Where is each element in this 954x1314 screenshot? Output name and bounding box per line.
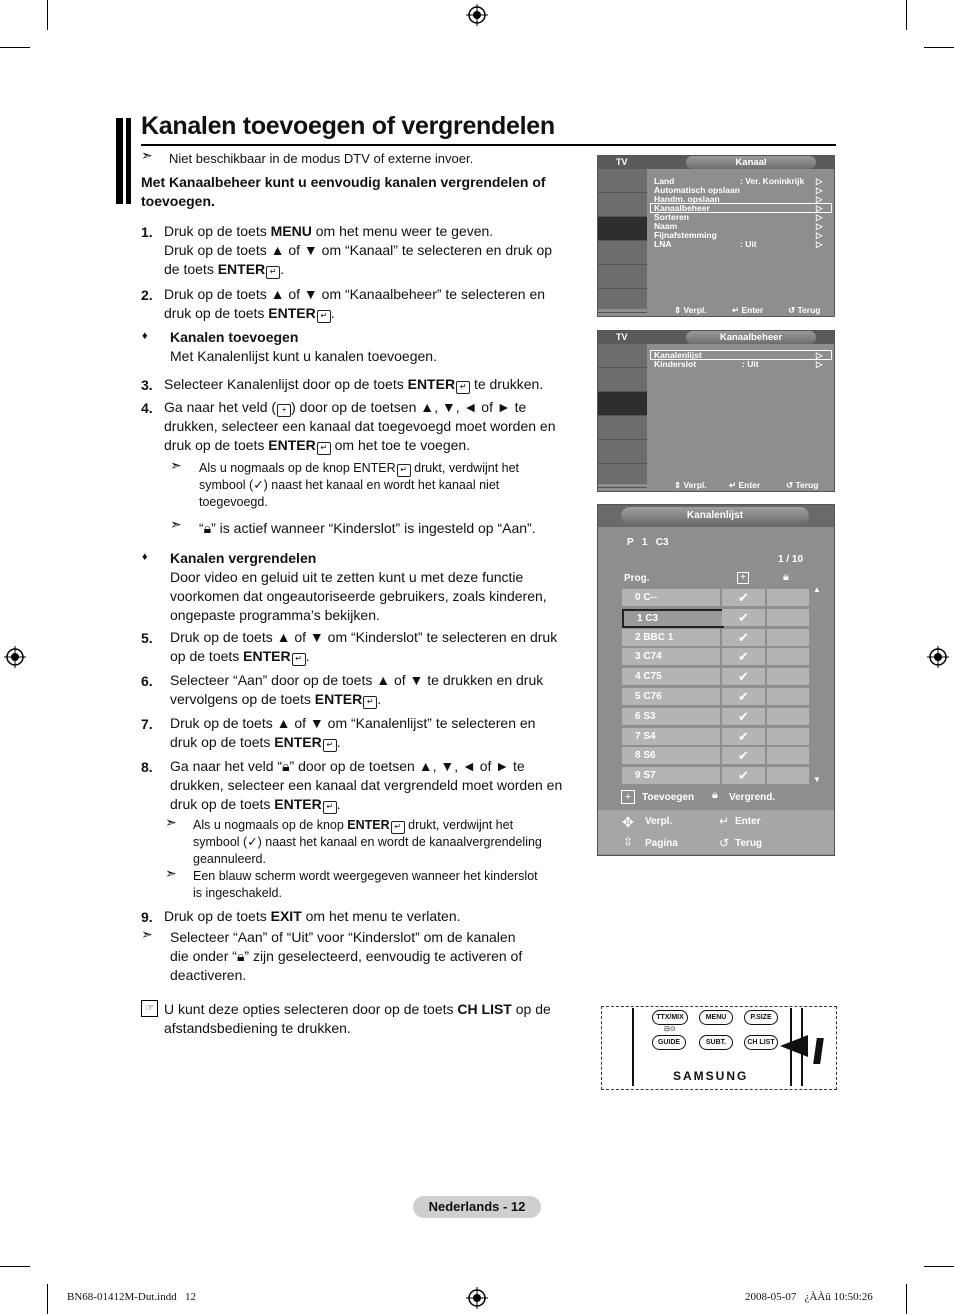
- enter-icon: ↵: [397, 464, 411, 477]
- menu-item[interactable]: Kinderslot: [654, 359, 697, 369]
- arrow-right-icon: ▷ ▷ ▷ ▷ ▷ ▷ ▷ ▷: [816, 176, 823, 249]
- step-6: Selecteer “Aan” door op de toets ▲ of ▼ te drukken en druk vervolgens op de toets ENTER ↵ .: [170, 672, 544, 707]
- channel-row[interactable]: 9 S7: [622, 767, 720, 784]
- lock-cell[interactable]: [767, 589, 809, 606]
- chlist-title: Kanalenlijst: [621, 507, 809, 525]
- add-icon: +: [277, 404, 291, 417]
- lock-cell[interactable]: [767, 708, 809, 725]
- check-icon[interactable]: ✔: [722, 629, 765, 646]
- note-8b: Een blauw scherm wordt weergegeven wanneer het kinderslot is ingeschakeld.: [193, 869, 538, 900]
- note-top: Niet beschikbaar in de modus DTV of externe invoer.: [169, 151, 474, 166]
- tip-icon: ☞: [141, 1000, 158, 1017]
- dual-icon: ⊟⊙: [664, 1026, 676, 1033]
- lock-icon: 🔒︎: [783, 571, 789, 583]
- channel-row[interactable]: 0 C--: [622, 589, 720, 606]
- menu-item[interactable]: Land: [654, 176, 675, 186]
- p-size-button[interactable]: P.SIZE: [744, 1010, 778, 1025]
- menu-sidebar: [598, 169, 647, 309]
- guide-button[interactable]: GUIDE: [652, 1035, 686, 1050]
- lock-cell[interactable]: [767, 767, 809, 784]
- lock-cell[interactable]: [767, 609, 809, 626]
- note-9: Selecteer “Aan” of “Uit” voor “Kinderslot” om de kanalen die onder “🔒︎” zijn geselecteerd, eenvoudig te activeren of deactiveren.: [170, 929, 523, 983]
- step-number: 4.: [141, 400, 153, 416]
- channel-row[interactable]: 7 S4: [622, 728, 720, 745]
- footer-enter: ↵ Enter: [732, 305, 764, 315]
- title-rule: [141, 144, 836, 146]
- enter-icon: ↵: [266, 266, 280, 279]
- step-number: 6.: [141, 673, 153, 689]
- footer-back: ↺ Terug: [786, 480, 819, 490]
- enter-icon: ↵: [363, 696, 377, 709]
- channel-icon[interactable]: [598, 392, 647, 416]
- note-arrow-icon: ➣: [170, 516, 182, 532]
- pointer-arrow-icon: [780, 1035, 808, 1057]
- check-icon[interactable]: ✔: [722, 688, 765, 705]
- print-file-info: BN68-01412M-Dut.indd 12: [67, 1291, 196, 1303]
- enter-icon: ↵: [292, 653, 306, 666]
- step-5: Druk op de toets ▲ of ▼ om “Kinderslot” te selecteren en druk op de toets ENTER ↵ .: [170, 629, 558, 664]
- check-icon: ✓: [253, 478, 264, 492]
- enter-icon: ↵: [391, 821, 405, 834]
- ch-list-button[interactable]: CH LIST: [744, 1035, 778, 1050]
- menu-item[interactable]: Kanalenlijst: [654, 350, 702, 360]
- step-2: Druk op de toets ▲ of ▼ om “Kanaalbeheer” te selecteren en druk op de toets ENTER ↵ .: [164, 286, 546, 321]
- menu-sidebar: [598, 344, 647, 484]
- lock-icon: 🔒︎: [282, 758, 290, 774]
- tv-menu-kanaalbeheer: TV Kanaalbeheer Kanalenlijst Kinderslot : Uit ▷ ▷ ⇕ Verpl. ↵ Enter ↺ Terug: [597, 330, 835, 492]
- step-4: Ga naar het veld ( + ) door op de toetsen ▲, ▼, ◄ of ► te drukken, selecteer een kanaal dat toegevoegd moet worden en druk op de toets ENTER ↵ om het toe te voegen.: [164, 399, 556, 453]
- lock-cell[interactable]: [767, 629, 809, 646]
- lock-cell[interactable]: [767, 728, 809, 745]
- chlist-add-label: Toevoegen: [642, 792, 695, 803]
- note-4b: “🔒︎” is actief wanneer “Kinderslot” is ingesteld op “Aan”.: [199, 520, 536, 536]
- bullet-lock: Kanalen vergrendelen Door video en geluid uit te zetten kunt u met deze functie voorkomen dat ongeautoriseerde gebruikers, zoals kinderen, ongepaste programma’s bekijken.: [170, 550, 547, 623]
- registration-mark-right: [927, 646, 949, 668]
- menu-item[interactable]: Kanaalbeheer: [654, 203, 710, 213]
- check-icon[interactable]: ✔: [722, 728, 765, 745]
- step-number: 8.: [141, 759, 153, 775]
- picture-icon: [598, 169, 647, 193]
- menu-item[interactable]: Fijnafstemming: [654, 230, 717, 240]
- enter-icon: ↵: [323, 739, 337, 752]
- remote-edge: [632, 1008, 634, 1086]
- channel-row[interactable]: 8 S6: [622, 747, 720, 764]
- note-arrow-icon: ➣: [170, 457, 182, 473]
- brand-logo: SAMSUNG: [673, 1069, 749, 1083]
- footer-enter: Enter: [735, 816, 761, 827]
- registration-mark-left: [4, 646, 26, 668]
- menu-item[interactable]: Naam: [654, 221, 678, 231]
- scroll-down-icon[interactable]: ▼: [813, 775, 821, 784]
- note-arrow-icon: ➣: [141, 926, 153, 942]
- print-date-info: 2008-05-07 ¿ÀÀü 10:50:26: [745, 1291, 873, 1303]
- note-8a: Als u nogmaals op de knop ENTER ↵ drukt, verdwijnt het symbool (✓) naast het kanaal en wordt de kanaalvergrendeling geannuleerd.: [193, 818, 542, 866]
- channel-row[interactable]: 4 C75: [622, 668, 720, 685]
- step-9: Druk op de toets EXIT om het menu te verlaten.: [164, 908, 461, 924]
- menu-item[interactable]: Automatisch opslaan: [654, 185, 740, 195]
- step-number: 2.: [141, 287, 153, 303]
- bullet-add: Kanalen toevoegen Met Kanalenlijst kunt u kanalen toevoegen.: [170, 329, 437, 364]
- chlist-current: P 1 C3: [627, 537, 669, 548]
- menu-item[interactable]: LNA: [654, 239, 672, 249]
- step-number: 7.: [141, 716, 153, 732]
- check-icon[interactable]: ✔: [722, 747, 765, 764]
- chlist-page: 1 / 10: [778, 554, 804, 565]
- check-icon[interactable]: ✔: [722, 708, 765, 725]
- input-icon: [598, 265, 647, 289]
- subt-button[interactable]: SUBT.: [699, 1035, 733, 1050]
- title-bar: [116, 118, 123, 204]
- setup-icon: [598, 241, 647, 265]
- enter-icon: ↵: [323, 801, 337, 814]
- tip: U kunt deze opties selecteren door op de toets CH LIST op de afstandsbediening te drukken.: [164, 1001, 551, 1036]
- check-icon[interactable]: ✔: [722, 609, 765, 626]
- sound-icon: [598, 368, 647, 392]
- picture-icon: [598, 344, 647, 368]
- check-icon[interactable]: ✔: [722, 668, 765, 685]
- lock-icon: 🔒︎: [236, 948, 245, 964]
- channel-row[interactable]: 5 C76: [622, 688, 720, 705]
- footer-page: Pagina: [645, 838, 678, 849]
- intro: Met Kanaalbeheer kunt u eenvoudig kanalen vergrendelen of toevoegen.: [141, 174, 546, 209]
- menu-item-value: : Uit: [740, 239, 757, 249]
- enter-icon: ↵: [456, 381, 470, 394]
- enter-icon: ↵: [317, 442, 331, 455]
- footer-move: Verpl.: [645, 816, 673, 827]
- ttx-mix-button[interactable]: TTX/MIX: [652, 1010, 688, 1025]
- menu-item[interactable]: Sorteren: [654, 212, 689, 222]
- input-icon: [598, 440, 647, 464]
- title-bar: [126, 118, 131, 204]
- lock-icon: 🔒︎: [712, 789, 718, 801]
- page-number-badge: Nederlands - 12: [413, 1196, 541, 1218]
- note-arrow-icon: ➣: [165, 865, 177, 881]
- registration-mark-bottom: [466, 1287, 488, 1309]
- move-icon: ✥: [622, 814, 634, 830]
- channel-row[interactable]: 3 C74: [622, 648, 720, 665]
- footer-move: ⇕ Verpl.: [674, 305, 707, 315]
- bullet-icon: ♦: [142, 551, 148, 563]
- menu-item[interactable]: Handm. opslaan: [654, 194, 720, 204]
- menu-title: Kanaalbeheer: [686, 331, 816, 344]
- footer-back: Terug: [735, 838, 763, 849]
- support-icon: [598, 289, 647, 313]
- check-icon: ✓: [247, 835, 258, 849]
- add-icon: +: [621, 790, 635, 804]
- menu-title: Kanaal: [686, 156, 816, 169]
- footer-move: ⇕ Verpl.: [674, 480, 707, 490]
- sound-icon: [598, 193, 647, 217]
- check-icon[interactable]: ✔: [722, 648, 765, 665]
- step-7: Druk op de toets ▲ of ▼ om “Kanalenlijst” te selecteren en druk op de toets ENTER ↵ .: [170, 715, 536, 750]
- support-icon: [598, 464, 647, 488]
- add-icon: +: [737, 572, 749, 584]
- bullet-icon: ♦: [142, 330, 148, 342]
- lock-cell[interactable]: [767, 688, 809, 705]
- setup-icon: [598, 416, 647, 440]
- note-arrow-icon: ➣: [165, 814, 177, 830]
- page-icon: ⇳: [623, 835, 634, 849]
- lock-cell[interactable]: [767, 747, 809, 764]
- step-number: 9.: [141, 909, 153, 925]
- chlist-lock-label: Vergrend.: [729, 792, 776, 803]
- back-icon: ↺: [719, 836, 730, 850]
- page-title: Kanalen toevoegen of vergrendelen: [141, 112, 555, 140]
- menu-button[interactable]: MENU: [699, 1010, 733, 1025]
- registration-mark-top: [466, 4, 488, 26]
- footer-back: ↺ Terug: [788, 305, 821, 315]
- step-8: Ga naar het veld “🔒︎” door op de toetsen ▲, ▼, ◄ of ► te drukken, selecteer een kanaal dat vergrendeld moet worden en druk op de toets ENTER ↵ .: [170, 758, 563, 812]
- scroll-up-icon[interactable]: ▲: [813, 585, 821, 594]
- tv-menu-kanaal: TV Kanaal Land : Ver. Koninkrijk Automatisch opslaan Handm. opslaan Kanaalbeheer Sorteren Naam Fijnafstemming LNA : Uit ▷ ▷ ▷ ▷ ▷ ▷ ▷ ▷ ⇕ Verpl. ↵ Enter ↺ Terug: [597, 155, 835, 317]
- channel-row[interactable]: 2 BBC 1: [622, 629, 720, 646]
- lock-icon: 🔒︎: [203, 520, 212, 536]
- step-1: Druk op de toets MENU om het menu weer te geven. Druk op de toets ▲ of ▼ om “Kanaal” te selecteren en druk op de toets ENTER ↵ .: [164, 223, 553, 277]
- chlist-prog-header: Prog.: [624, 573, 650, 584]
- arrow-right-icon: ▷ ▷: [816, 350, 823, 369]
- menu-item-value: : Uit: [742, 359, 759, 369]
- footer-enter: ↵ Enter: [729, 480, 761, 490]
- step-number: 3.: [141, 377, 153, 393]
- step-number: 1.: [141, 224, 153, 240]
- enter-icon: ↵: [317, 310, 331, 323]
- check-icon[interactable]: ✔: [722, 767, 765, 784]
- step-number: 5.: [141, 630, 153, 646]
- channel-row[interactable]: 1 C3: [622, 609, 724, 628]
- channel-icon[interactable]: [598, 217, 647, 241]
- lock-cell[interactable]: [767, 648, 809, 665]
- lock-cell[interactable]: [767, 668, 809, 685]
- enter-icon: ↵: [719, 814, 730, 828]
- step-3: Selecteer Kanalenlijst door op de toets ENTER ↵ te drukken.: [164, 376, 544, 392]
- menu-item-value: : Ver. Koninkrijk: [740, 176, 805, 186]
- channel-row[interactable]: 6 S3: [622, 708, 720, 725]
- note-4a: Als u nogmaals op de knop ENTER ↵ drukt, verdwijnt het symbool (✓) naast het kanaal en wordt het kanaal niet toegevoegd.: [199, 461, 520, 509]
- note-arrow-icon: ➣: [141, 147, 153, 163]
- check-icon[interactable]: ✔: [722, 589, 765, 606]
